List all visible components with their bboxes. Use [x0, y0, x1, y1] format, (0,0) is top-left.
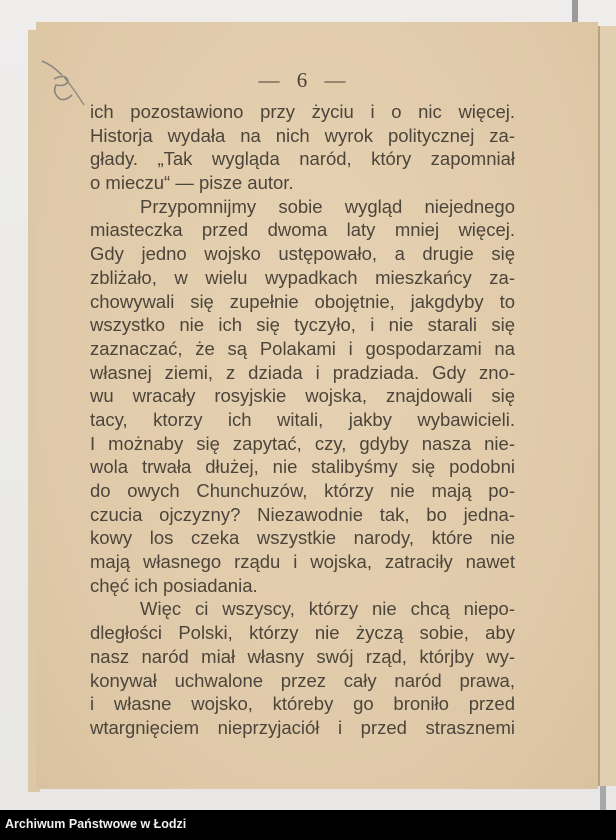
text-line: dległości Polski, którzy nie życzą sobie, aby [90, 622, 515, 644]
text-line: zbliżało, w wielu wypadkach mieszkańcy za- [90, 266, 515, 288]
paragraph [90, 597, 515, 739]
text-line: mają własnego rządu i wojska, zatraciły nawet [90, 551, 515, 573]
text-line: miasteczka przed dwoma laty mniej więcej. [90, 219, 515, 241]
text-line: głady. „Tak wygląda naród, który zapomniał [90, 148, 515, 170]
text-line: kowy los czeka wszystkie narody, które nie [90, 527, 515, 549]
text-line: konywał uchwalone przez cały naród prawa, [90, 669, 515, 691]
text-line: I możnaby się zapytać, czy, gdyby nasza nie- [90, 432, 515, 454]
text-line: własnej ziemi, z dziada i pradziada. Gdy zno- [90, 361, 515, 383]
page-number: — 6 — [258, 68, 352, 92]
body-text [90, 100, 515, 740]
text-line: Historja wydała na nich wyrok politycznej za- [90, 124, 515, 146]
archive-name: Archiwum Państwowe w Łodzi [5, 817, 187, 831]
text-line: zaznaczać, że są Polakami i gospodarzami na [90, 337, 515, 359]
text-line: chęć ich posiadania. [90, 574, 258, 596]
pencil-annotation-icon [38, 55, 98, 110]
text-line: i własne wojsko, któreby go broniło przed [90, 693, 515, 715]
text-line: Gdy jedno wojsko ustępowało, a drugie się [90, 243, 515, 265]
adjacent-page-edge [598, 26, 616, 786]
paragraph [90, 195, 515, 598]
text-line: tacy, ktorzy ich witali, jakby wybawicieli. [90, 408, 515, 430]
text-line: o mieczu“ — pisze autor. [90, 172, 294, 194]
text-line: Więc ci wszyscy, którzy nie chcą niepo- [140, 598, 515, 620]
text-line: chowywali się zupełnie obojętnie, jakgdyby to [90, 290, 515, 312]
archive-footer-bar [0, 810, 616, 840]
text-line: wtargnięciem nieprzyjaciół i przed strasznemi [90, 716, 515, 738]
binder-clip-bottom [600, 786, 606, 812]
text-line: wola trwała dłużej, nie stalibyśmy się podobni [90, 456, 515, 478]
text-line: ich pozostawiono przy życiu i o nic więcej. [90, 101, 515, 122]
text-line: Przypomnijmy sobie wygląd niejednego [140, 195, 515, 217]
text-line: wszystko nie ich się tyczyło, i nie starali się [90, 314, 515, 336]
text-line: do owych Chunchuzów, którzy nie mają po- [90, 480, 515, 501]
text-line: wu wracały rosyjskie wojska, znajdowali się [90, 385, 515, 407]
paragraph [90, 100, 515, 195]
text-line: nasz naród miał własny swój rząd, którjby wy- [90, 645, 515, 667]
text-line: czucia ojczyzny? Niezawodnie tak, bo jedna- [90, 503, 515, 525]
